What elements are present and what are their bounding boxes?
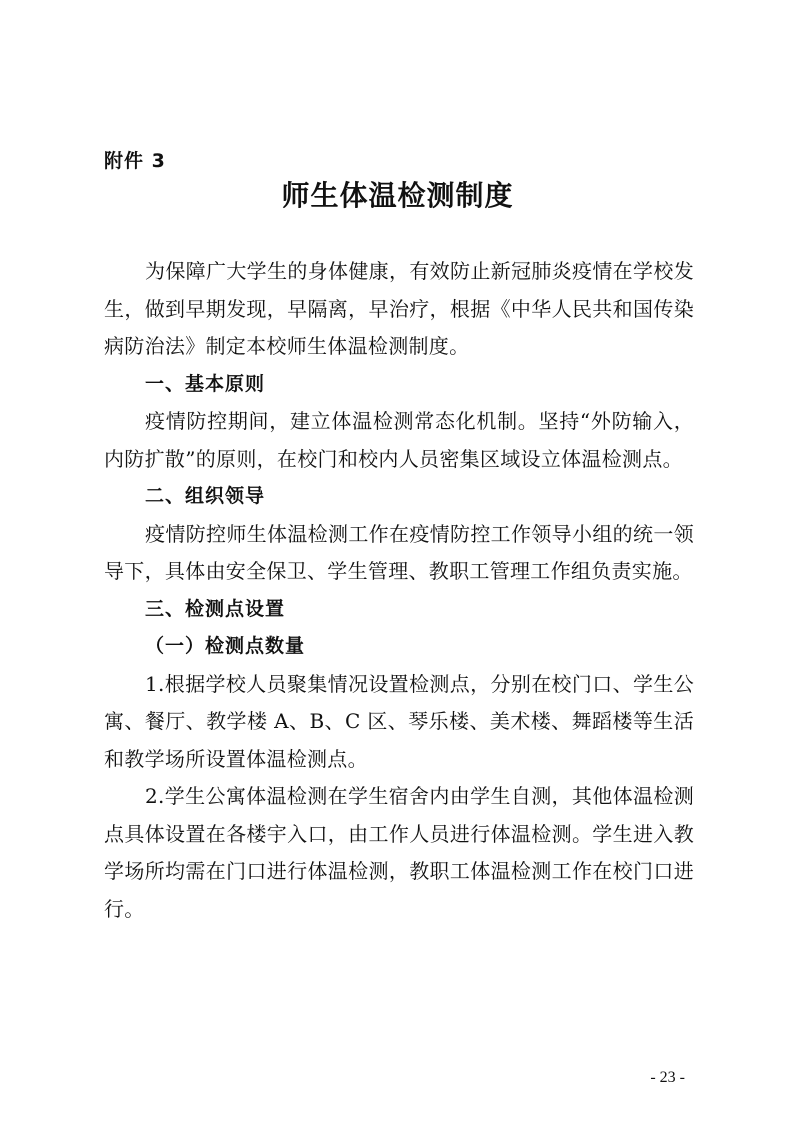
subsection-heading-checkpoint-count: （一）检测点数量 [145, 635, 306, 657]
intro-paragraph: 为保障广大学生的身体健康，有效防止新冠肺炎疫情在学校发生，做到早期发现，早隔离，早治疗，根据《中华人民共和国传染病防治法》制定本校师生体温检测制度。 [104, 259, 694, 358]
section-heading-checkpoints: 三、检测点设置 [145, 597, 286, 620]
attachment-label: 附件 3 [104, 150, 166, 172]
section-paragraph-organization: 疫情防控师生体温检测工作在疫情防控工作领导小组的统一领导下，具体由安全保卫、学生管理、教职工管理工作组负责实施。 [104, 521, 694, 583]
list-item-checkpoint-1: 1.根据学校人员聚集情况设置检测点，分别在校门口、学生公寓、餐厅、教学楼 A、B、C 区、琴乐楼、美术楼、舞蹈楼等生活和教学场所设置体温检测点。 [104, 671, 694, 771]
section-heading-organization: 二、组织领导 [145, 485, 266, 507]
section-paragraph-basic-principles: 疫情防控期间，建立体温检测常态化机制。坚持“外防输入，内防扩散”的原则，在校门和校内人员密集区域设立体温检测点。 [104, 409, 694, 471]
section-heading-basic-principles: 一、基本原则 [145, 372, 266, 395]
page-title: 师生体温检测制度 [281, 179, 514, 212]
page-number: - 23 - [650, 1069, 685, 1086]
list-item-checkpoint-2: 2.学生公寓体温检测在学生宿舍内由学生自测，其他体温检测点具体设置在各楼宇入口，由工作人员进行体温检测。学生进入教学场所均需在门口进行体温检测，教职工体温检测工作在校门口进行。 [104, 784, 694, 921]
document-body [104, 253, 694, 928]
